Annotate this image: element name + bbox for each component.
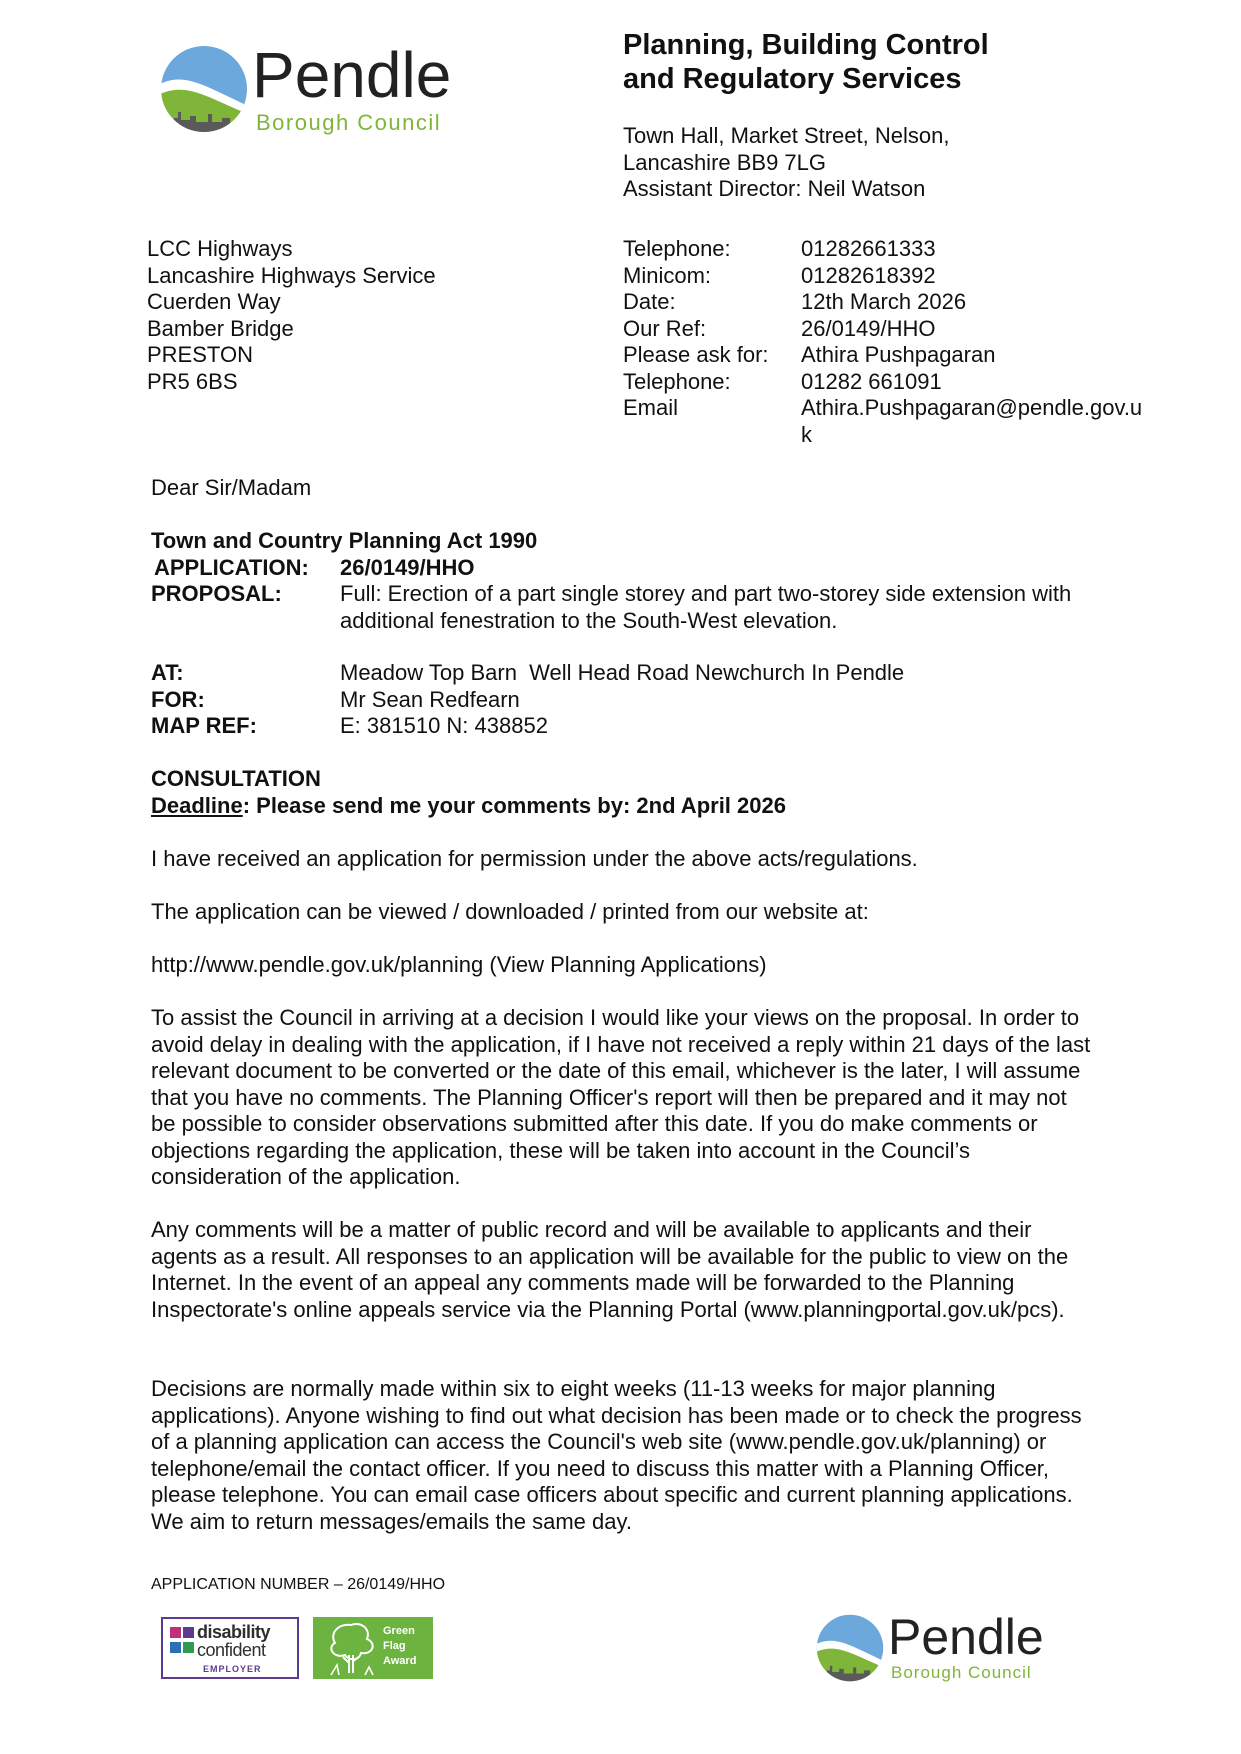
application-field xyxy=(154,555,1101,582)
green-flag-text xyxy=(383,1624,416,1669)
field-value: Meadow Top Barn Well Head Road Newchurch In Pendle xyxy=(340,660,905,685)
deadline-text: : Please send me your comments by: 2nd April 2026 xyxy=(242,792,786,818)
confident-word: confident xyxy=(197,1640,266,1660)
office-address xyxy=(623,123,949,203)
disability-confident-badge xyxy=(161,1617,299,1679)
contact-details xyxy=(623,236,1151,448)
employer-word: EMPLOYER xyxy=(203,1664,262,1674)
green-flag-line: Flag xyxy=(383,1640,406,1652)
field-label: FOR: xyxy=(151,686,205,712)
for-field xyxy=(151,687,1101,714)
field-label: APPLICATION: xyxy=(154,554,309,580)
contact-label: Minicom: xyxy=(623,262,712,288)
pendle-logo-top xyxy=(160,39,460,140)
recipient-address xyxy=(147,236,436,395)
dc-square-icon xyxy=(170,1642,181,1653)
contact-value: 12th March 2026 xyxy=(801,289,967,314)
deadline-label: Deadline xyxy=(151,792,243,818)
contact-label: Date: xyxy=(623,289,676,314)
field-label: AT: xyxy=(151,660,184,685)
planning-website-link[interactable]: http://www.pendle.gov.uk/planning (View Planning Applications) xyxy=(151,952,767,977)
contact-row-ask-for xyxy=(623,342,1151,369)
paragraph-received: I have received an application for permission under the above acts/regulations. xyxy=(151,846,918,871)
contact-label: Our Ref: xyxy=(623,315,707,341)
green-flag-award-badge xyxy=(313,1617,433,1679)
pendle-wordmark: Pendle xyxy=(252,39,452,111)
paragraph-decisions: Decisions are normally made within six to eight weeks (11-13 weeks for major planning applications). Anyone wishing to find out what decision has been made or to check the progress of a planning application can access the Council's web site (www.pendle.gov.uk/planning) or telephone/email the contact officer. If you need to discuss this matter with a Planning Officer, please telephone. You can email case officers about specific and current planning applications. We aim to return messages/emails the same day. xyxy=(151,1376,1082,1534)
borough-council-text: Borough Council xyxy=(256,110,442,135)
dc-square-icon xyxy=(170,1627,181,1638)
contact-label: Please ask for: xyxy=(623,342,769,367)
contact-label: Telephone: xyxy=(623,236,731,261)
disability-word: disability xyxy=(197,1622,271,1642)
recipient-line: PRESTON xyxy=(147,342,253,367)
contact-row-officer-telephone xyxy=(623,369,1151,396)
contact-row-telephone xyxy=(623,236,1151,263)
dc-square-icon xyxy=(183,1627,194,1638)
recipient-line: LCC Highways xyxy=(147,236,293,261)
borough-council-text: Borough Council xyxy=(891,1663,1032,1682)
dc-square-icon xyxy=(183,1642,194,1653)
contact-value: 01282 661091 xyxy=(801,368,942,394)
contact-value: 26/0149/HHO xyxy=(801,315,936,341)
contact-label: Email xyxy=(623,395,679,420)
green-flag-line: Award xyxy=(383,1655,417,1667)
site-details xyxy=(151,660,1101,740)
field-value: Mr Sean Redfearn xyxy=(340,686,520,712)
act-title: Town and Country Planning Act 1990 xyxy=(151,528,538,553)
address-line-1: Town Hall, Market Street, Nelson, xyxy=(623,123,950,148)
contact-value: 01282661333 xyxy=(801,236,936,261)
pendle-logo-bottom xyxy=(816,1609,1046,1689)
contact-value: 01282618392 xyxy=(801,262,936,288)
contact-row-date xyxy=(623,289,1151,316)
recipient-line: Lancashire Highways Service xyxy=(147,262,436,288)
recipient-line: PR5 6BS xyxy=(147,368,238,394)
contact-row-minicom xyxy=(623,263,1151,290)
paragraph-view-online: The application can be viewed / downloaded / printed from our website at: xyxy=(151,899,869,924)
tree-icon xyxy=(319,1617,383,1679)
deadline-line xyxy=(151,793,1101,820)
department-line-1: Planning, Building Control xyxy=(623,29,989,61)
map-ref-field xyxy=(151,713,1101,740)
address-line-2: Lancashire BB9 7LG xyxy=(623,149,827,175)
salutation: Dear Sir/Madam xyxy=(151,475,312,500)
field-value: E: 381510 N: 438852 xyxy=(340,713,548,738)
email-link[interactable]: Athira.Pushpagaran@pendle.gov.uk xyxy=(801,395,1143,447)
recipient-line: Cuerden Way xyxy=(147,289,281,314)
consultation-heading: CONSULTATION xyxy=(151,766,321,791)
pendle-hills-icon xyxy=(816,1613,884,1683)
green-flag-line: Green xyxy=(383,1625,415,1637)
contact-value: Athira Pushpagaran xyxy=(801,342,996,367)
paragraph-public-record: Any comments will be a matter of public record and will be available to applicants and their agents as a result. All responses to an application will be available for the public to view on the Internet. In the event of an appeal any comments made will be forwarded to the Planning Inspectorate's online appeals service via the Planning Portal (www.planningportal.gov.uk/pcs). xyxy=(151,1217,1069,1322)
field-value: 26/0149/HHO xyxy=(340,554,475,580)
paragraph-views: To assist the Council in arriving at a decision I would like your views on the proposal. In order to avoid delay in dealing with the application, if I have not received a reply within 21 days of the last relevant document to be converted or the date of this email, whichever is the later, I will assume that you have no comments. The Planning Officer's report will then be prepared and it may not be possible to consider observations submitted after this date. If you do make comments or objections regarding the application, these will be taken into account in the Council’s consideration of the application. xyxy=(151,1005,1091,1189)
application-details xyxy=(151,528,1101,634)
assistant-director: Assistant Director: Neil Watson xyxy=(623,176,926,201)
field-label: MAP REF: xyxy=(151,713,257,738)
field-label: PROPOSAL: xyxy=(151,581,282,606)
department-line-2: and Regulatory Services xyxy=(623,63,962,95)
pendle-hills-icon xyxy=(160,44,248,134)
proposal-field xyxy=(151,581,1101,634)
contact-row-email xyxy=(623,395,1151,448)
contact-label: Telephone: xyxy=(623,368,731,394)
recipient-line: Bamber Bridge xyxy=(147,315,294,341)
at-field xyxy=(151,660,1101,687)
department-title xyxy=(623,28,989,96)
pendle-wordmark: Pendle xyxy=(888,1609,1044,1665)
contact-row-our-ref xyxy=(623,316,1151,343)
consultation-block xyxy=(151,766,1101,819)
application-number: APPLICATION NUMBER – 26/0149/HHO xyxy=(151,1576,446,1593)
field-value: Full: Erection of a part single storey and part two-storey side extension with additional fenestration to the South-West elevation. xyxy=(340,581,1072,633)
